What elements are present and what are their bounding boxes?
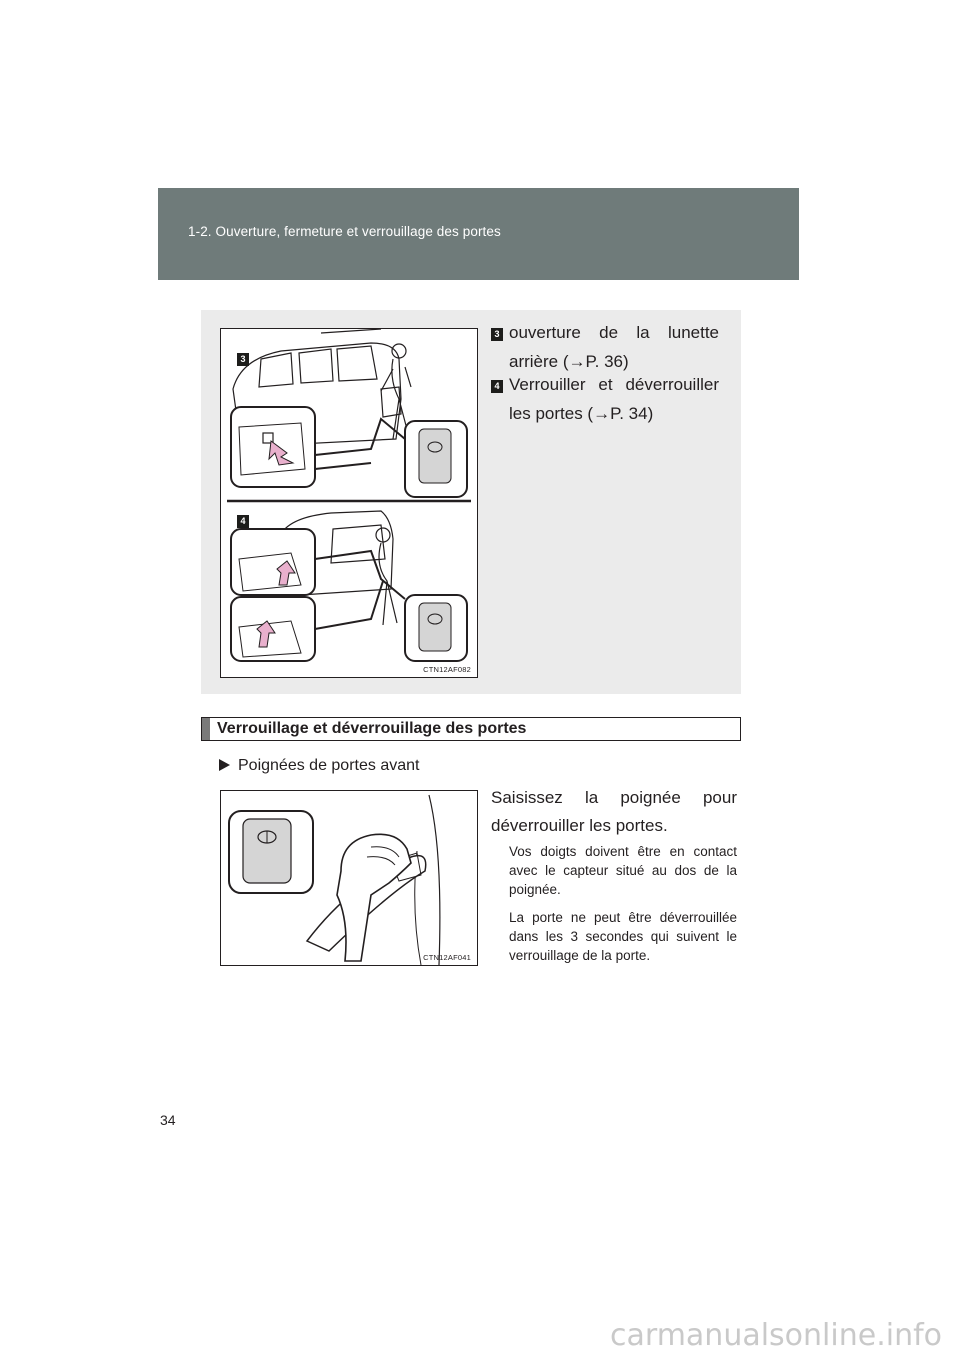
chapter-header-bar bbox=[158, 188, 799, 280]
figure-marker-4: 4 bbox=[237, 515, 249, 528]
figure-marker-3: 3 bbox=[237, 353, 249, 366]
note-2: La porte ne peut être déverrouillée dans les 3 secondes qui suivent le verrouillage de la porte. bbox=[509, 910, 737, 963]
step-4-badge: 4 bbox=[491, 380, 503, 393]
step-3-text: ouverture de la lunette arrière (→P. 36) bbox=[509, 323, 719, 371]
subsection-item bbox=[219, 757, 419, 775]
illustration-vehicle-rear bbox=[220, 328, 478, 678]
chapter-title: 1-2. Ouverture, fermeture et verrouillage des portes bbox=[188, 224, 501, 239]
page-number: 34 bbox=[160, 1112, 176, 1128]
illustration-door-handle bbox=[220, 790, 478, 966]
instruction-text: Saisissez la poignée pour déverrouiller les portes. bbox=[491, 788, 737, 835]
watermark: carmanualsonline.info bbox=[610, 1318, 942, 1353]
step-4-text: Verrouiller et déverrouiller les portes (→P. 34) bbox=[509, 375, 719, 423]
section-header bbox=[201, 717, 741, 741]
section-header-tab bbox=[202, 718, 210, 740]
door-handle-drawing bbox=[221, 791, 477, 965]
note-1: Vos doigts doivent être en contact avec le capteur situé au dos de la poignée. bbox=[509, 844, 737, 897]
vehicle-rear-drawing bbox=[221, 329, 477, 677]
figure-code: CTN12AF082 bbox=[423, 665, 471, 674]
subsection-label: Poignées de portes avant bbox=[238, 757, 420, 774]
step-3-badge: 3 bbox=[491, 328, 503, 341]
triangle-bullet-icon bbox=[219, 759, 230, 771]
figure-code: CTN12AF041 bbox=[423, 953, 471, 962]
section-title: Verrouillage et déverrouillage des portes bbox=[217, 720, 527, 737]
